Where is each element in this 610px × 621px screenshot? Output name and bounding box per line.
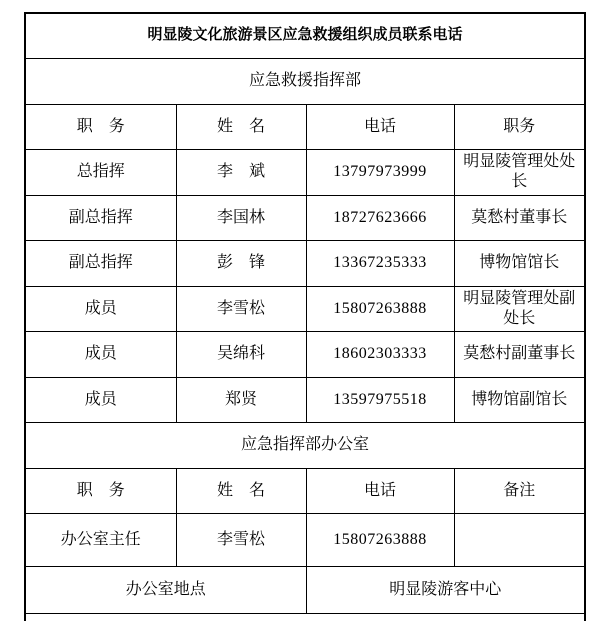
- title-cell: 莫愁村副董事长: [454, 331, 585, 377]
- duty-cell: 成员: [25, 286, 176, 331]
- title-cell: 博物馆馆长: [454, 240, 585, 286]
- table-row: [25, 286, 585, 331]
- table-row: [25, 377, 585, 422]
- name-cell: 彭 锋: [176, 240, 306, 286]
- duty-cell: 总指挥: [25, 149, 176, 195]
- title-cell: 明显陵管理处处长: [454, 149, 585, 195]
- table-row: [25, 149, 585, 195]
- duty-cell: 成员: [25, 331, 176, 377]
- title-cell: 博物馆副馆长: [454, 377, 585, 422]
- column-header-note: 备注: [454, 468, 585, 513]
- duty-cell: 成员: [25, 377, 176, 422]
- section-heading-office: 应急指挥部办公室: [25, 422, 585, 468]
- name-cell: 李 斌: [176, 149, 306, 195]
- table-row: [25, 240, 585, 286]
- phone-cell: 15807263888: [306, 513, 454, 566]
- name-cell: 李雪松: [176, 513, 306, 566]
- column-header-duty: 职 务: [25, 104, 176, 149]
- name-cell: 吴绵科: [176, 331, 306, 377]
- table-title: 明显陵文化旅游景区应急救援组织成员联系电话: [25, 13, 585, 58]
- office-location-value-cell: 明显陵游客中心: [306, 566, 585, 613]
- phone-cell: 13367235333: [306, 240, 454, 286]
- phone-cell: 13797973999: [306, 149, 454, 195]
- duty-cell: 办公室主任: [25, 513, 176, 566]
- column-header-name: 姓 名: [176, 468, 306, 513]
- column-header-phone: 电话: [306, 468, 454, 513]
- column-header-phone: 电话: [306, 104, 454, 149]
- table-row: [25, 195, 585, 240]
- name-cell: 李国林: [176, 195, 306, 240]
- table-row: [25, 513, 585, 566]
- office-location-row: [25, 566, 585, 613]
- contact-table: [24, 12, 586, 621]
- phone-cell: 13597975518: [306, 377, 454, 422]
- table-row: [25, 331, 585, 377]
- title-cell: 明显陵管理处副处长: [454, 286, 585, 331]
- name-cell: 李雪松: [176, 286, 306, 331]
- column-header-name: 姓 名: [176, 104, 306, 149]
- note-cell: [454, 513, 585, 566]
- duty-cell: 副总指挥: [25, 240, 176, 286]
- title-cell: 莫愁村董事长: [454, 195, 585, 240]
- phone-cell: 15807263888: [306, 286, 454, 331]
- duty-cell: 副总指挥: [25, 195, 176, 240]
- name-cell: 郑贤: [176, 377, 306, 422]
- office-location-label-cell: 办公室地点: [25, 566, 306, 613]
- phone-cell: 18727623666: [306, 195, 454, 240]
- phone-cell: 18602303333: [306, 331, 454, 377]
- empty-cell: [25, 613, 585, 621]
- column-header-title: 职务: [454, 104, 585, 149]
- column-header-duty: 职 务: [25, 468, 176, 513]
- clipped-empty-row: [25, 613, 585, 621]
- section-heading-command: 应急救援指挥部: [25, 58, 585, 104]
